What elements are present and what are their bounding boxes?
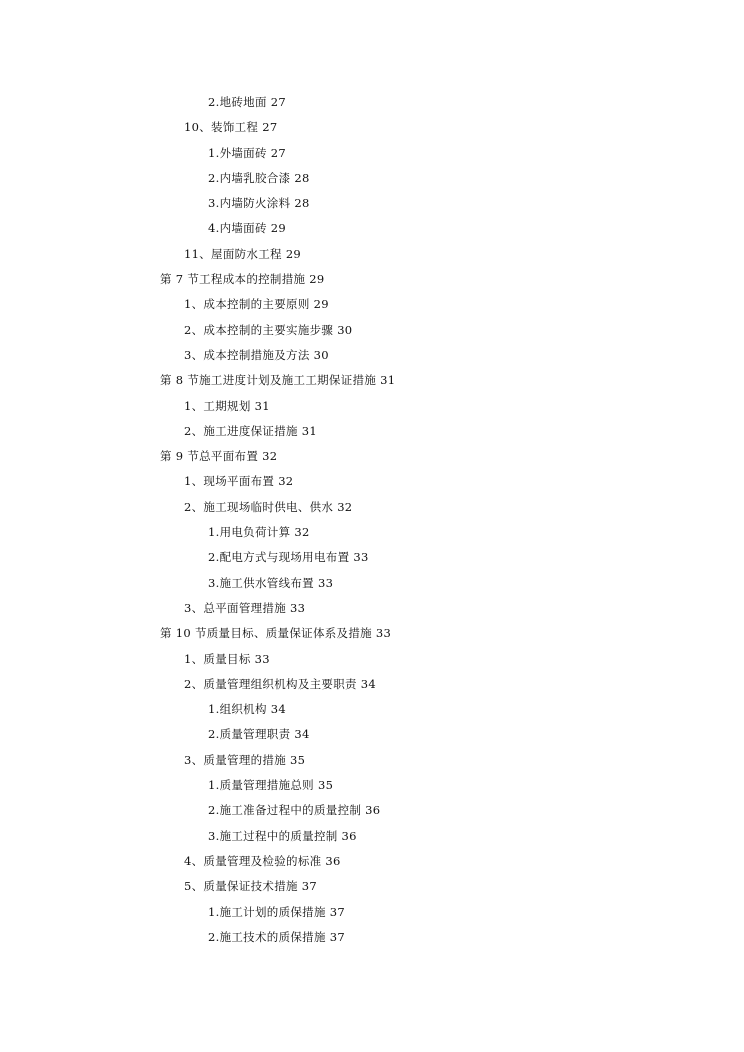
toc-entry-level-2[interactable] bbox=[0, 748, 744, 773]
toc-entry-title: 2.地砖地面 bbox=[208, 95, 267, 109]
toc-entry-level-2[interactable] bbox=[0, 242, 744, 267]
toc-entry-title: 1.施工计划的质保措施 bbox=[208, 904, 326, 919]
toc-entry-page-number: 35 bbox=[317, 778, 334, 793]
toc-entry-page-number: 28 bbox=[294, 196, 310, 211]
toc-entry-title: 1.组织机构 bbox=[208, 702, 267, 717]
toc-entry-page-number: 29 bbox=[270, 221, 286, 236]
toc-entry-title: 2、施工现场临时供电、供水 bbox=[184, 499, 334, 514]
toc-entry-level-3[interactable] bbox=[0, 90, 744, 115]
toc-entry-title: 第 8 节施工进度计划及施工工期保证措施 bbox=[160, 373, 377, 388]
toc-entry-level-3[interactable] bbox=[0, 141, 744, 166]
toc-entry-title: 3.施工过程中的质量控制 bbox=[208, 828, 338, 843]
toc-entry-title: 1.质量管理措施总则 bbox=[208, 778, 314, 793]
toc-entry-page-number: 32 bbox=[262, 449, 278, 464]
toc-entry-title: 2.内墙乳胶合漆 bbox=[208, 170, 291, 185]
toc-entry-page-number: 36 bbox=[341, 828, 357, 843]
toc-entry-page-number: 32 bbox=[337, 499, 353, 514]
toc-entry-level-2[interactable] bbox=[0, 495, 744, 520]
toc-entry-level-3[interactable] bbox=[0, 571, 744, 596]
toc-entry-page-number: 33 bbox=[289, 600, 306, 615]
toc-entry-title: 1、工期规划 bbox=[184, 398, 251, 413]
toc-entry-level-2[interactable] bbox=[0, 394, 744, 419]
toc-entry-level-1[interactable] bbox=[0, 368, 744, 393]
toc-entry-title: 1、成本控制的主要原则 bbox=[184, 297, 310, 312]
toc-entry-level-2[interactable] bbox=[0, 343, 744, 368]
toc-entry-level-1[interactable] bbox=[0, 444, 744, 469]
toc-entry-level-3[interactable] bbox=[0, 773, 744, 798]
toc-entry-page-number: 29 bbox=[309, 272, 325, 287]
toc-entry-page-number: 27 bbox=[270, 95, 286, 109]
toc-entry-page-number: 28 bbox=[294, 170, 310, 185]
toc-entry-title: 1.外墙面砖 bbox=[208, 145, 267, 160]
toc-entry-title: 2.质量管理职责 bbox=[208, 727, 291, 742]
toc-entry-title: 2.施工准备过程中的质量控制 bbox=[208, 803, 362, 818]
toc-entry-page-number: 33 bbox=[375, 626, 392, 641]
toc-entry-page-number: 37 bbox=[329, 904, 345, 919]
toc-entry-title: 3、成本控制措施及方法 bbox=[184, 347, 310, 362]
toc-entry-page-number: 30 bbox=[337, 322, 353, 337]
toc-entry-level-2[interactable] bbox=[0, 292, 744, 317]
toc-entry-level-1[interactable] bbox=[0, 621, 744, 646]
toc-entry-page-number: 33 bbox=[254, 651, 270, 666]
table-of-contents bbox=[0, 90, 744, 950]
toc-entry-level-2[interactable] bbox=[0, 318, 744, 343]
toc-entry-page-number: 32 bbox=[294, 525, 310, 540]
toc-entry-page-number: 29 bbox=[313, 297, 329, 312]
toc-entry-title: 2、质量管理组织机构及主要职责 bbox=[184, 676, 357, 691]
toc-entry-page-number: 34 bbox=[294, 727, 310, 742]
toc-entry-title: 11、屋面防水工程 bbox=[184, 246, 282, 261]
toc-entry-level-2[interactable] bbox=[0, 596, 744, 621]
toc-entry-level-2[interactable] bbox=[0, 647, 744, 672]
toc-entry-level-3[interactable] bbox=[0, 722, 744, 747]
toc-entry-title: 第 10 节质量目标、质量保证体系及措施 bbox=[160, 626, 372, 641]
toc-entry-level-3[interactable] bbox=[0, 216, 744, 241]
toc-entry-level-3[interactable] bbox=[0, 545, 744, 570]
toc-entry-title: 2.施工技术的质保措施 bbox=[208, 929, 326, 944]
toc-entry-title: 1.用电负荷计算 bbox=[208, 525, 291, 540]
toc-entry-title: 2、施工进度保证措施 bbox=[184, 423, 298, 438]
toc-entry-level-3[interactable] bbox=[0, 925, 744, 950]
toc-entry-title: 3.施工供水管线布置 bbox=[208, 575, 314, 590]
toc-entry-title: 第 7 节工程成本的控制措施 bbox=[160, 272, 306, 287]
toc-entry-title: 3.内墙防火涂料 bbox=[208, 196, 291, 211]
toc-entry-title: 2、成本控制的主要实施步骤 bbox=[184, 322, 334, 337]
toc-entry-page-number: 29 bbox=[285, 246, 302, 261]
toc-entry-title: 4.内墙面砖 bbox=[208, 221, 267, 236]
toc-entry-title: 3、质量管理的措施 bbox=[184, 752, 287, 767]
toc-entry-page-number: 34 bbox=[360, 676, 377, 691]
toc-entry-level-2[interactable] bbox=[0, 849, 744, 874]
toc-entry-level-2[interactable] bbox=[0, 419, 744, 444]
toc-entry-level-3[interactable] bbox=[0, 900, 744, 925]
toc-entry-level-3[interactable] bbox=[0, 697, 744, 722]
toc-entry-page-number: 31 bbox=[380, 373, 396, 388]
toc-entry-page-number: 31 bbox=[254, 398, 270, 413]
toc-entry-title: 3、总平面管理措施 bbox=[184, 600, 287, 615]
toc-entry-page-number: 35 bbox=[289, 752, 306, 767]
toc-entry-page-number: 27 bbox=[262, 120, 278, 135]
toc-entry-page-number: 33 bbox=[353, 550, 369, 565]
toc-entry-title: 4、质量管理及检验的标准 bbox=[184, 853, 322, 868]
toc-entry-page-number: 33 bbox=[317, 575, 334, 590]
toc-entry-level-2[interactable] bbox=[0, 115, 744, 140]
toc-entry-level-2[interactable] bbox=[0, 874, 744, 899]
toc-entry-level-2[interactable] bbox=[0, 469, 744, 494]
toc-entry-level-3[interactable] bbox=[0, 166, 744, 191]
toc-entry-page-number: 34 bbox=[270, 702, 286, 717]
toc-entry-page-number: 36 bbox=[365, 803, 381, 818]
toc-entry-page-number: 32 bbox=[278, 474, 294, 489]
toc-entry-level-1[interactable] bbox=[0, 267, 744, 292]
toc-entry-title: 第 9 节总平面布置 bbox=[160, 449, 259, 464]
toc-entry-title: 5、质量保证技术措施 bbox=[184, 879, 298, 894]
toc-entry-level-3[interactable] bbox=[0, 824, 744, 849]
toc-entry-level-3[interactable] bbox=[0, 520, 744, 545]
toc-entry-page-number: 31 bbox=[301, 423, 318, 438]
toc-entry-title: 2.配电方式与现场用电布置 bbox=[208, 550, 350, 565]
toc-entry-page-number: 36 bbox=[325, 853, 341, 868]
toc-entry-page-number: 37 bbox=[329, 929, 345, 944]
toc-entry-page-number: 37 bbox=[301, 879, 318, 894]
toc-entry-title: 1、质量目标 bbox=[184, 651, 251, 666]
toc-entry-page-number: 30 bbox=[313, 347, 329, 362]
toc-entry-level-2[interactable] bbox=[0, 672, 744, 697]
toc-entry-page-number: 27 bbox=[270, 145, 286, 160]
toc-entry-title: 1、现场平面布置 bbox=[184, 474, 275, 489]
toc-entry-level-3[interactable] bbox=[0, 798, 744, 823]
toc-entry-title: 10、装饰工程 bbox=[184, 120, 259, 135]
toc-entry-level-3[interactable] bbox=[0, 191, 744, 216]
